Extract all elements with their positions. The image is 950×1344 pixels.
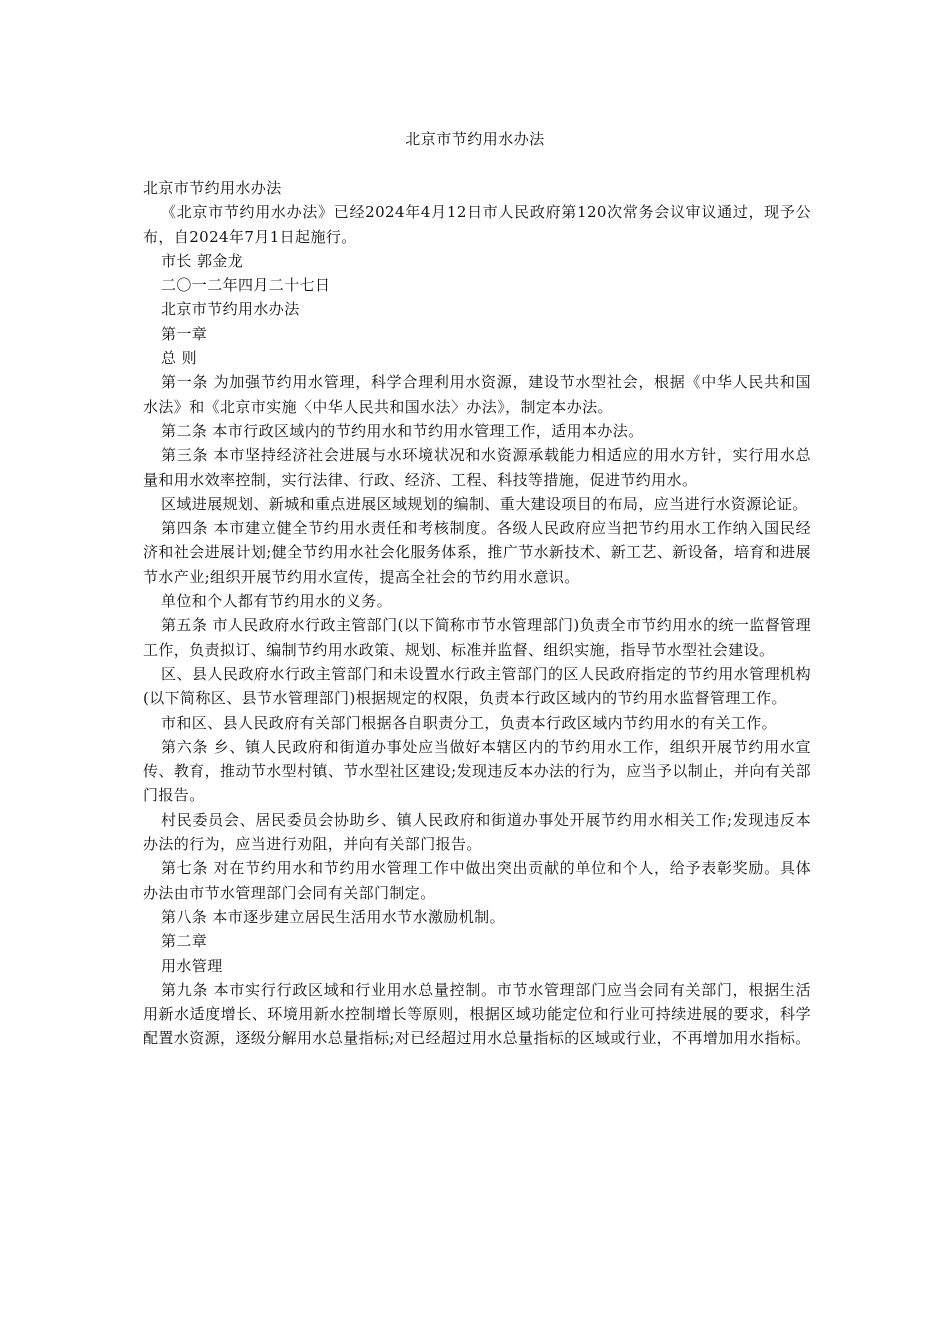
article-paragraph: 单位和个人都有节约用水的义务。 [161, 592, 393, 611]
article-paragraph: 市和区、县人民政府有关部门根据各自职责分工，负责本行政区域内节约用水的有关工作。 [161, 713, 778, 732]
article-paragraph: 村民委员会、居民委员会协助乡、镇人民政府和街道办事处开展节约用水相关工作;发现违反本办法的行为，应当进行劝阻，并向有关部门报告。 [143, 810, 811, 854]
paragraph-subtitle: 北京市节约用水办法 [161, 300, 300, 319]
paragraph-date: 二〇一二年四月二十七日 [161, 276, 331, 295]
document-body [143, 176, 811, 1051]
article-paragraph: 第七条 对在节约用水和节约用水管理工作中做出突出贡献的单位和个人，给予表彰奖励。具体办法由市节水管理部门会同有关部门制定。 [143, 859, 811, 902]
chapter-title: 用水管理 [161, 956, 223, 975]
article-paragraph: 第九条 本市实行行政区域和行业用水总量控制。市节水管理部门应当会同有关部门，根据生活用新水适度增长、环境用新水控制增长等原则，根据区域功能定位和行业可持续进展的要求，科学配置水资源，逐级分解用水总量指标;对已经超过用水总量指标的区域或行业，不再增加用水指标。 [143, 980, 811, 1048]
article-paragraph: 第八条 本市逐步建立居民生活用水节水激励机制。 [161, 907, 505, 926]
article-paragraph: 第二条 本市行政区域内的节约用水和节约用水管理工作，适用本办法。 [161, 421, 644, 440]
chapter-number: 第二章 [161, 932, 208, 951]
chapter-number: 第一章 [161, 324, 208, 343]
paragraph-announcement: 《北京市节约用水办法》已经2024年4月12日市人民政府第120次常务会议审议通过，现予公布，自2024年7月1日起施行。 [143, 203, 811, 246]
article-paragraph: 区、县人民政府水行政主管部门和未设置水行政主管部门的区人民政府指定的节约用水管理机构(以下简称区、县节水管理部门)根据规定的权限，负责本行政区域内的节约用水监督管理工作。 [143, 664, 811, 708]
paragraph-signatory: 市长 郭金龙 [161, 251, 244, 270]
chapter-title: 总 则 [161, 349, 197, 368]
article-paragraph: 第六条 乡、镇人民政府和街道办事处应当做好本辖区内的节约用水工作，组织开展节约用水宣传、教育，推动节水型村镇、节水型社区建设;发现违反本办法的行为，应当予以制止，并向有关部门报告。 [143, 737, 811, 805]
article-paragraph: 第五条 市人民政府水行政主管部门(以下简称市节水管理部门)负责全市节约用水的统一监督管理工作，负责拟订、编制节约用水政策、规划、标准并监督、组织实施，指导节水型社会建设。 [143, 616, 811, 659]
article-paragraph: 第一条 为加强节约用水管理，科学合理利用水资源，建设节水型社会，根据《中华人民共和国水法》和《北京市实施〈中华人民共和国水法〉办法》，制定本办法。 [143, 373, 811, 416]
document-title: 北京市节约用水办法 [405, 130, 545, 148]
article-paragraph: 第三条 本市坚持经济社会进展与水环境状况和水资源承载能力相适应的用水方针，实行用水总量和用水效率控制，实行法律、行政、经济、工程、科技等措施，促进节约用水。 [143, 446, 811, 489]
article-paragraph: 第四条 本市建立健全节约用水责任和考核制度。各级人民政府应当把节约用水工作纳入国民经济和社会进展计划;健全节约用水社会化服务体系，推广节水新技术、新工艺、新设备，培育和进展节水产业;组织开展节约用水宣传，提高全社会的节约用水意识。 [143, 519, 811, 586]
paragraph-heading: 北京市节约用水办法 [143, 179, 282, 197]
article-paragraph: 区域进展规划、新城和重点进展区域规划的编制、重大建设项目的布局，应当进行水资源论证。 [161, 494, 808, 513]
